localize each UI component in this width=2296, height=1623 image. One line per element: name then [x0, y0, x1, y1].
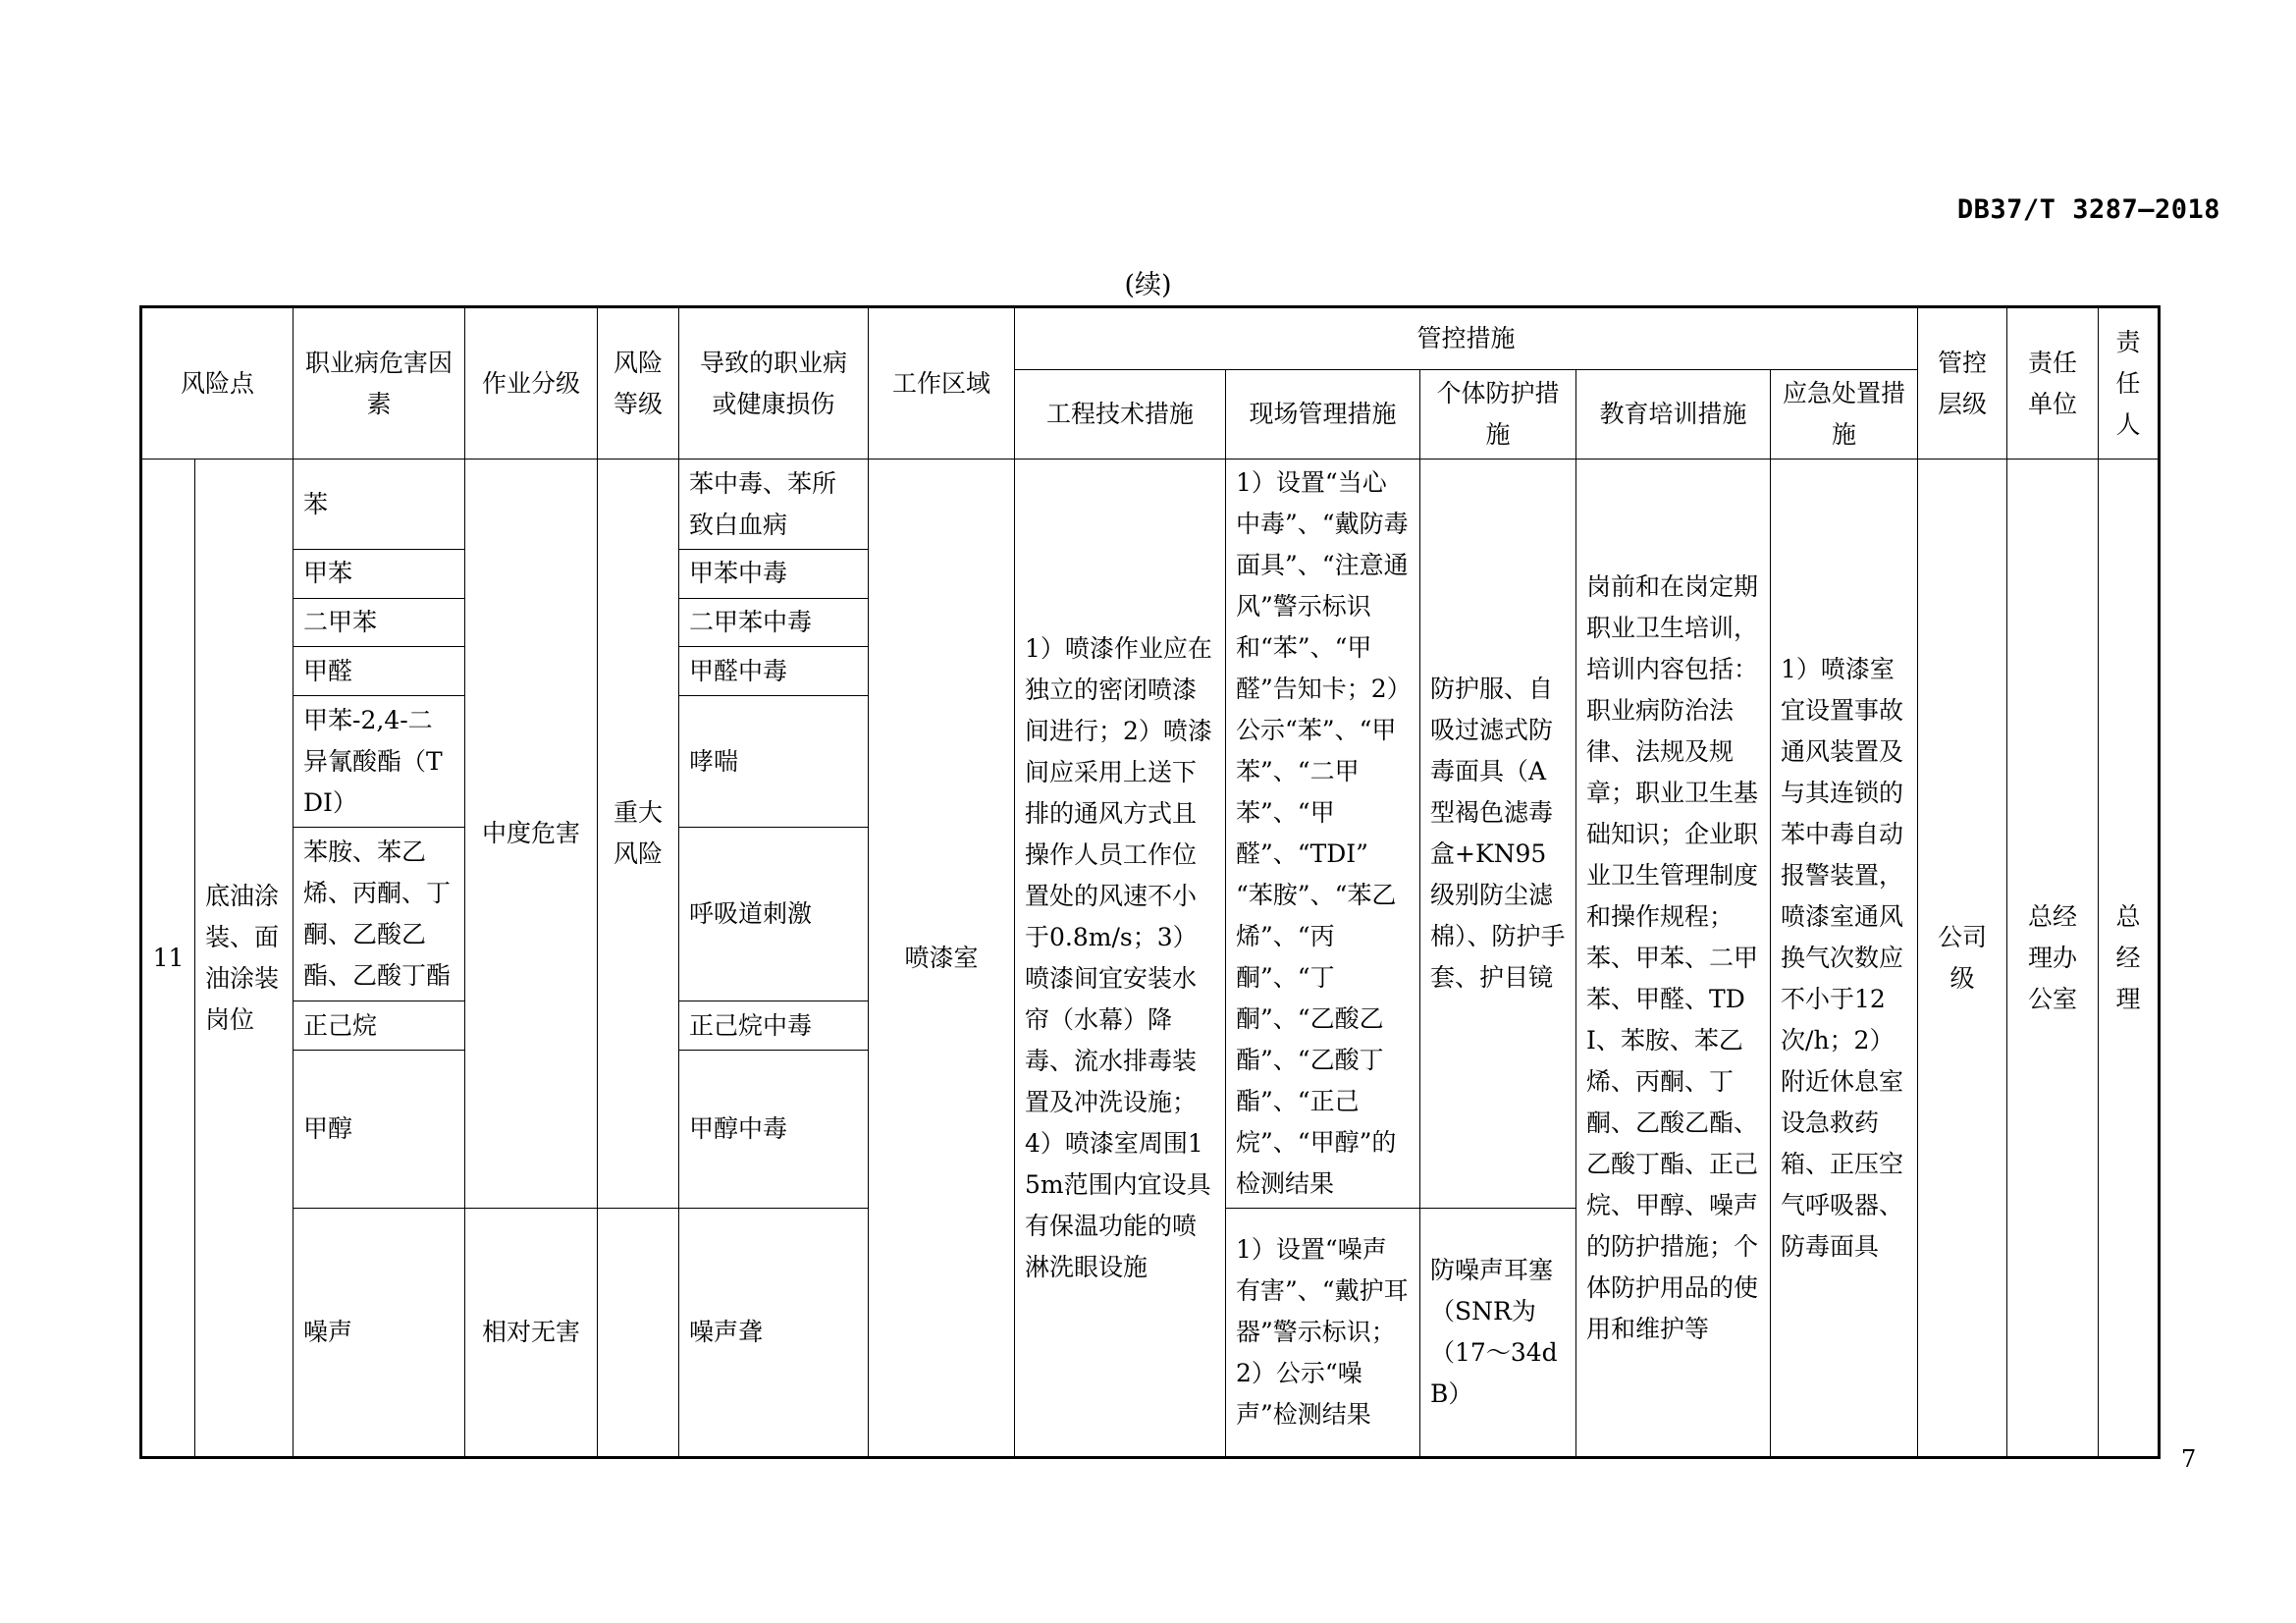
table-caption: (续) — [1124, 270, 1172, 300]
responsible-person-cell: 总经理 — [2099, 460, 2160, 1458]
disease-cell: 甲醛中毒 — [679, 647, 869, 696]
personal-protection-noise-cell: 防噪声耳塞（SNR为（17～34dB） — [1420, 1209, 1576, 1458]
risk-level-cell: 重大风险 — [598, 460, 679, 1209]
risk-level-noise-cell — [598, 1209, 679, 1458]
work-grade-noise-cell: 相对无害 — [465, 1209, 598, 1458]
header-work-area: 工作区域 — [869, 307, 1015, 460]
disease-cell: 甲醇中毒 — [679, 1051, 869, 1209]
site-management-toxic-cell: 1）设置“当心中毒”、“戴防毒面具”、“注意通风”警示标识和“苯”、“甲醛”告知卡；2）公示“苯”、“甲苯”、“二甲苯”、“甲醛”、“TDI” “苯胺”、“苯乙烯”、“丙酮”、“丁酮”、“乙酸乙酯”、“乙酸丁酯”、“正己烷”、“甲醇”的检测结果 — [1226, 460, 1420, 1209]
header-engineering: 工程技术措施 — [1015, 370, 1226, 460]
header-training: 教育培训措施 — [1576, 370, 1771, 460]
standard-code: DB37/T 3287—2018 — [1956, 194, 2220, 225]
engineering-cell: 1）喷漆作业应在独立的密闭喷漆间进行；2）喷漆间应采用上送下排的通风方式且操作人员工作位置处的风速不小于0.8m/s；3）喷漆间宜安装水帘（水幕）降毒、流水排毒装置及冲洗设施；4）喷漆室周围15m范围内宜设具有保温功能的喷淋洗眼设施 — [1015, 460, 1226, 1458]
hazard-factor-cell: 甲醇 — [294, 1051, 465, 1209]
header-personal-protection: 个体防护措施 — [1420, 370, 1576, 460]
hazard-factor-cell: 苯胺、苯乙烯、丙酮、丁酮、乙酸乙酯、乙酸丁酯 — [294, 828, 465, 1001]
header-control-measures: 管控措施 — [1015, 307, 1918, 370]
hazard-factor-cell: 甲苯 — [294, 550, 465, 599]
site-management-noise-cell: 1）设置“噪声有害”、“戴护耳器”警示标识；2）公示“噪声”检测结果 — [1226, 1209, 1420, 1458]
header-work-grade: 作业分级 — [465, 307, 598, 460]
training-cell: 岗前和在岗定期职业卫生培训，培训内容包括：职业病防治法律、法规及规章；职业卫生基础知识；企业职业卫生管理制度和操作规程；苯、甲苯、二甲苯、甲醛、TDI、苯胺、苯乙烯、丙酮、丁酮、乙酸乙酯、乙酸丁酯、正己烷、甲醇、噪声的防护措施；个体防护用品的使用和维护等 — [1576, 460, 1771, 1458]
work-area-cell: 喷漆室 — [869, 460, 1015, 1458]
personal-protection-toxic-cell: 防护服、自吸过滤式防毒面具（A型褐色滤毒盒+KN95级别防尘滤棉）、防护手套、护目镜 — [1420, 460, 1576, 1209]
row-number: 11 — [141, 460, 195, 1458]
disease-cell: 二甲苯中毒 — [679, 598, 869, 647]
control-level-cell: 公司级 — [1918, 460, 2007, 1458]
hazard-factor-cell: 苯 — [294, 460, 465, 550]
header-row-1 — [141, 307, 2160, 370]
risk-point-cell: 底油涂装、面油涂装岗位 — [195, 460, 294, 1458]
hazard-factor-cell: 甲醛 — [294, 647, 465, 696]
responsible-unit-cell: 总经理办公室 — [2007, 460, 2099, 1458]
hazard-factor-cell: 正己烷 — [294, 1001, 465, 1051]
header-hazard-factor: 职业病危害因素 — [294, 307, 465, 460]
disease-cell: 哮喘 — [679, 695, 869, 828]
table-row — [141, 460, 2160, 550]
risk-control-table — [139, 305, 2161, 1459]
header-responsible-unit: 责任单位 — [2007, 307, 2099, 460]
disease-cell: 正己烷中毒 — [679, 1001, 869, 1051]
header-control-level: 管控层级 — [1918, 307, 2007, 460]
work-grade-cell: 中度危害 — [465, 460, 598, 1209]
page-number: 7 — [2181, 1445, 2197, 1473]
header-risk-level: 风险等级 — [598, 307, 679, 460]
disease-cell: 甲苯中毒 — [679, 550, 869, 599]
header-emergency: 应急处置措施 — [1771, 370, 1918, 460]
disease-cell: 苯中毒、苯所致白血病 — [679, 460, 869, 550]
header-site-management: 现场管理措施 — [1226, 370, 1420, 460]
disease-cell: 噪声聋 — [679, 1209, 869, 1458]
hazard-factor-cell: 二甲苯 — [294, 598, 465, 647]
header-responsible-person: 责任人 — [2099, 307, 2160, 460]
hazard-factor-cell: 甲苯-2,4-二异氰酸酯（TDI） — [294, 695, 465, 828]
header-disease: 导致的职业病或健康损伤 — [679, 307, 869, 460]
emergency-cell: 1）喷漆室宜设置事故通风装置及与其连锁的苯中毒自动报警装置，喷漆室通风换气次数应不小于12次/h；2）附近休息室设急救药箱、正压空气呼吸器、防毒面具 — [1771, 460, 1918, 1458]
header-risk-point: 风险点 — [141, 307, 294, 460]
hazard-factor-cell: 噪声 — [294, 1209, 465, 1458]
disease-cell: 呼吸道刺激 — [679, 828, 869, 1001]
